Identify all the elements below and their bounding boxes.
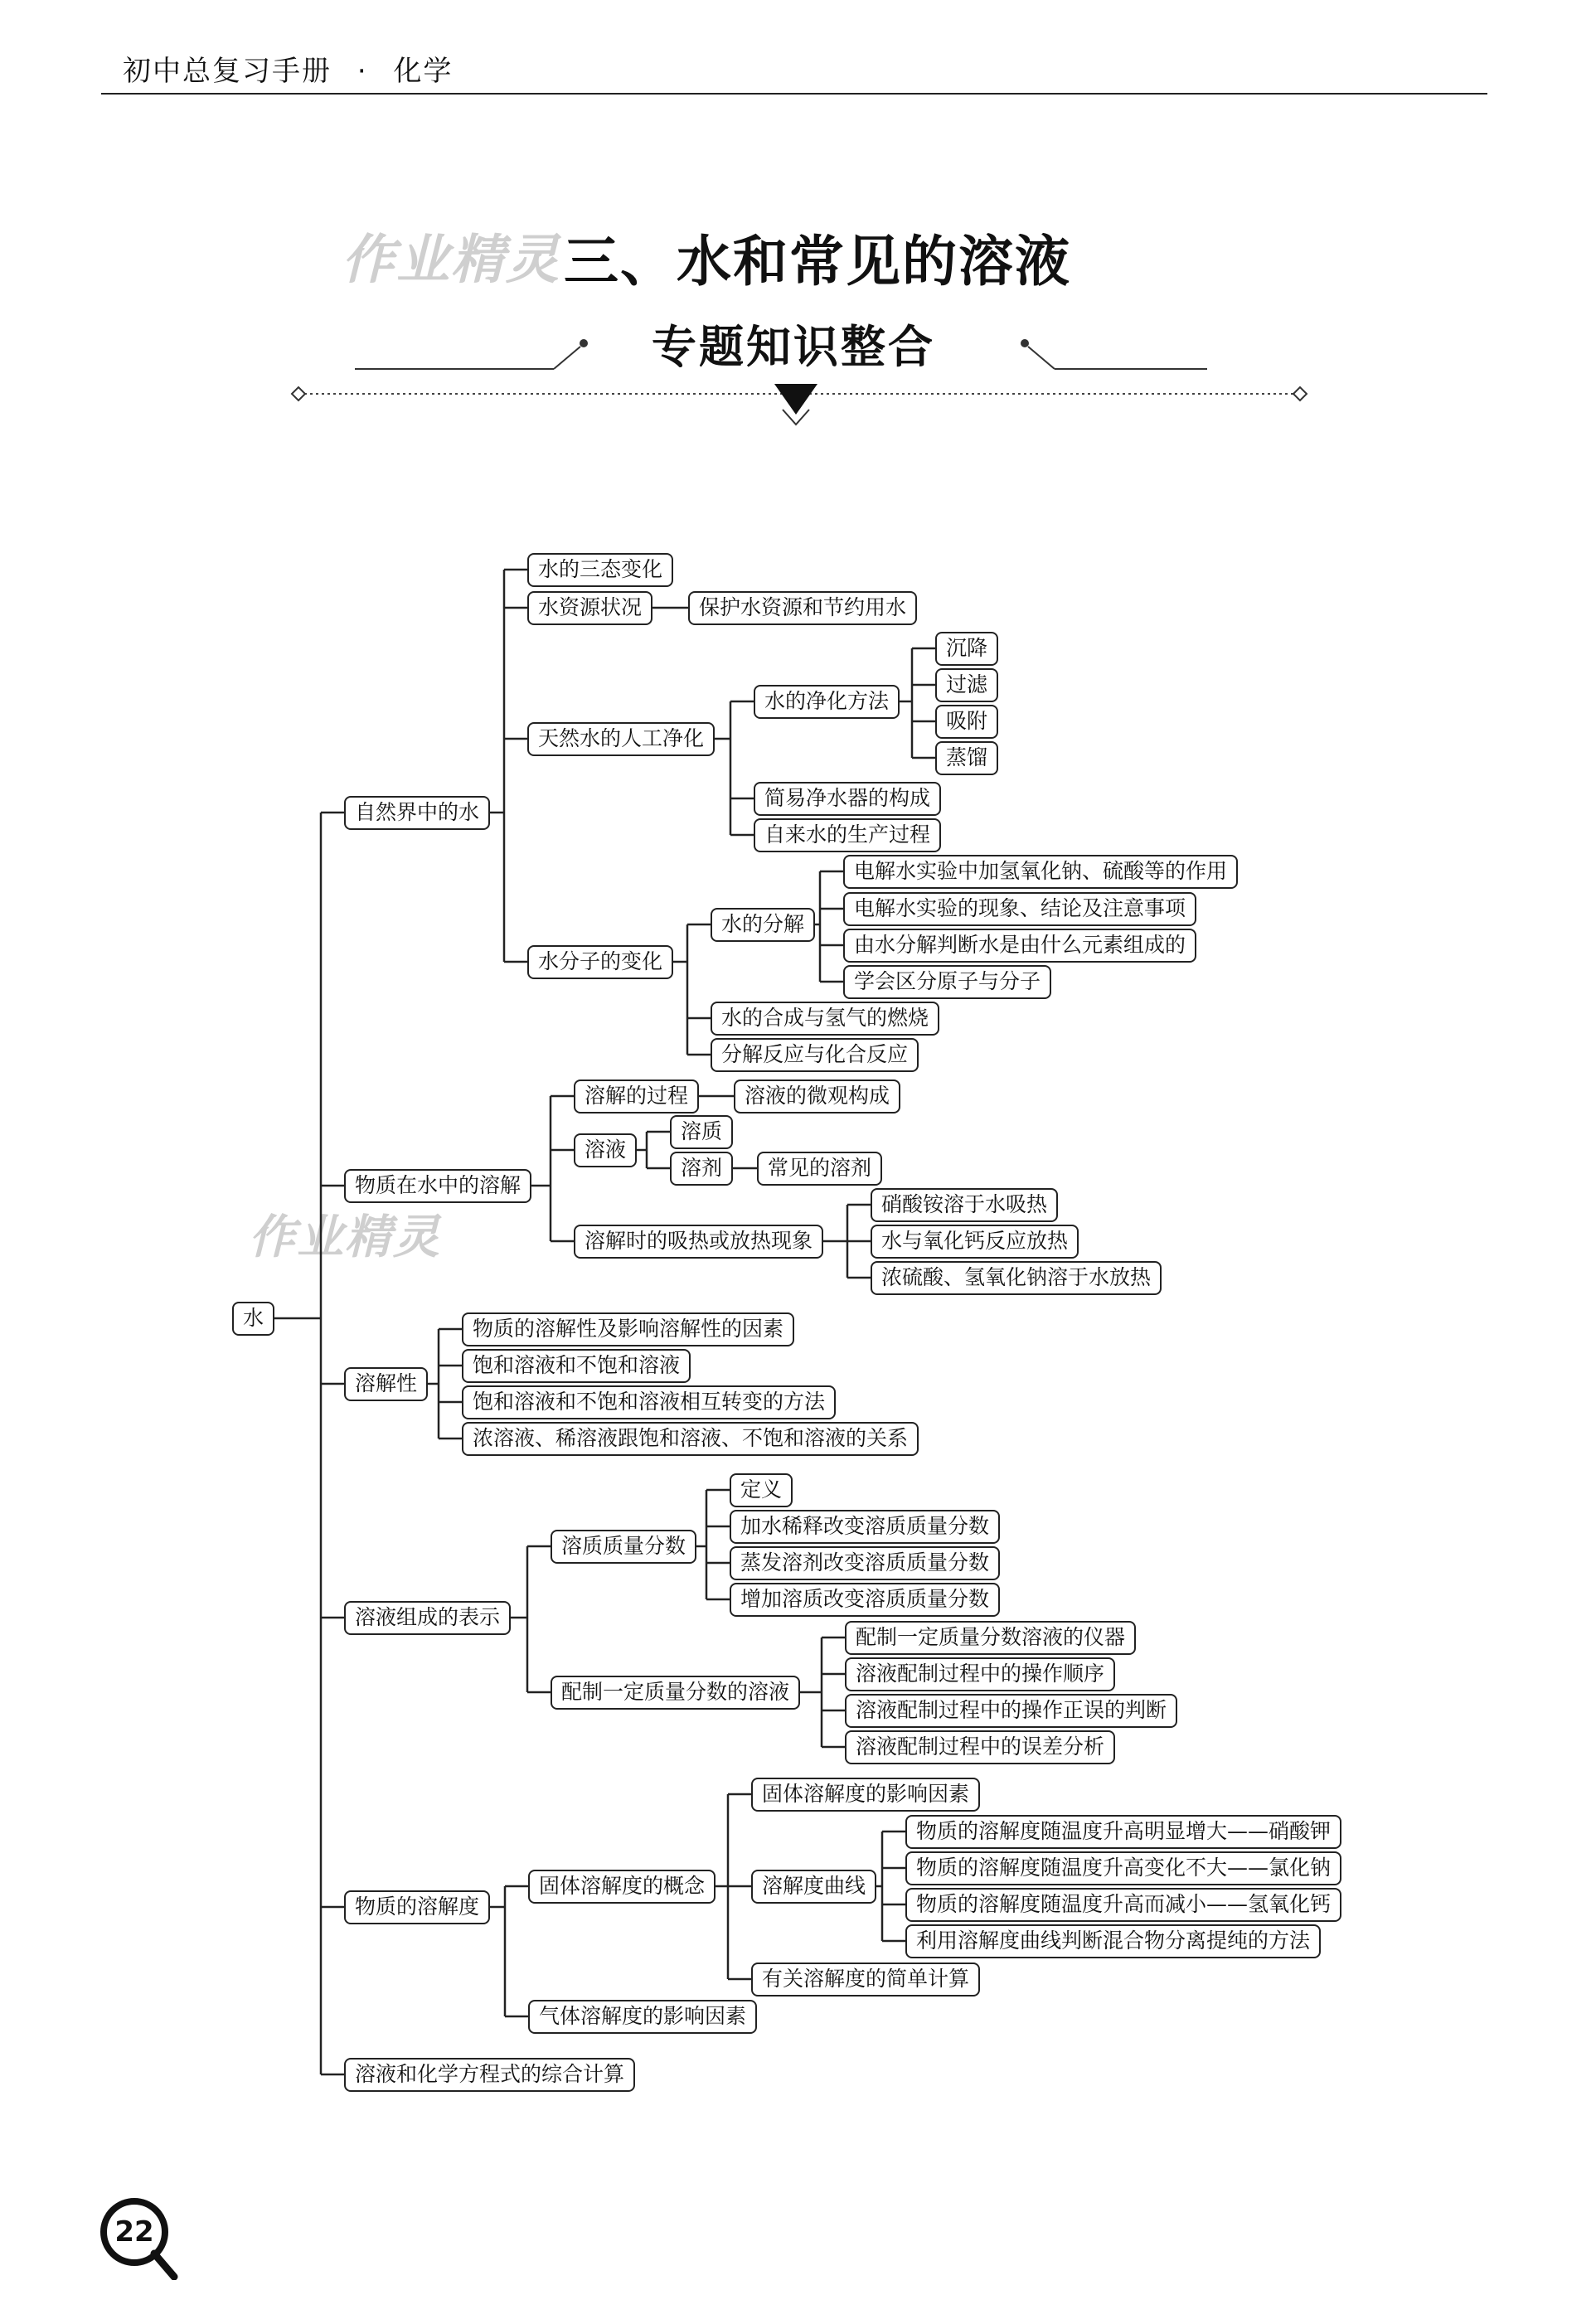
- tree-node: 过滤: [935, 668, 998, 702]
- section-subtitle: 专题知识整合: [652, 321, 935, 373]
- tree-node: 水的净化方法: [754, 685, 900, 719]
- tree-node: 溶液的微观构成: [734, 1080, 900, 1113]
- tree-node: 蒸发溶剂改变溶质质量分数: [730, 1546, 1000, 1580]
- tree-node: 吸附: [935, 705, 998, 739]
- tree-node: 溶质质量分数: [551, 1530, 696, 1564]
- tree-node: 溶解性: [344, 1367, 428, 1401]
- tree-node: 水资源状况: [527, 591, 652, 625]
- tree-node: 溶液和化学方程式的综合计算: [344, 2058, 635, 2092]
- tree-node: 溶解的过程: [574, 1080, 699, 1113]
- tree-node: 水的合成与氢气的燃烧: [711, 1002, 939, 1036]
- page-number-badge: [99, 2197, 182, 2280]
- tree-node: 由水分解判断水是由什么元素组成的: [843, 929, 1196, 963]
- tree-root-node: 水: [232, 1302, 274, 1336]
- tree-node: 配制一定质量分数溶液的仪器: [845, 1621, 1136, 1655]
- tree-node: 固体溶解度的概念: [528, 1870, 716, 1904]
- tree-node: 溶剂: [670, 1152, 733, 1186]
- tree-node: 溶解时的吸热或放热现象: [574, 1225, 823, 1259]
- watermark-top: 作业精灵: [342, 230, 560, 291]
- tree-node: 利用溶解度曲线判断混合物分离提纯的方法: [905, 1924, 1321, 1958]
- book-title: 初中总复习手册: [123, 55, 332, 88]
- tree-node: 物质的溶解度随温度升高明显增大——硝酸钾: [905, 1815, 1341, 1849]
- tree-node: 沉降: [935, 632, 998, 666]
- tree-node: 气体溶解度的影响因素: [528, 2000, 757, 2034]
- header-separator: ·: [357, 55, 368, 88]
- tree-node: 水与氧化钙反应放热: [871, 1225, 1079, 1259]
- tree-node: 增加溶质改变溶质质量分数: [730, 1583, 1000, 1617]
- watermark-middle: 作业精灵: [249, 1211, 441, 1264]
- tree-node: 固体溶解度的影响因素: [751, 1778, 980, 1812]
- subject-name: 化学: [393, 55, 454, 88]
- tree-node: 常见的溶剂: [757, 1152, 882, 1186]
- tree-node: 物质的溶解度随温度升高变化不大——氯化钠: [905, 1851, 1341, 1885]
- tree-node: 物质的溶解度随温度升高而减小——氢氧化钙: [905, 1888, 1341, 1922]
- tree-node: 电解水实验中加氢氧化钠、硫酸等的作用: [843, 855, 1238, 889]
- tree-node: 蒸馏: [935, 741, 998, 775]
- tree-node: 溶液组成的表示: [344, 1601, 511, 1635]
- tree-node: 天然水的人工净化: [527, 722, 715, 756]
- tree-node: 溶液配制过程中的操作正误的判断: [845, 1694, 1177, 1728]
- tree-node: 水分子的变化: [527, 945, 673, 979]
- tree-node: 水的三态变化: [527, 553, 673, 587]
- tree-node: 物质在水中的溶解: [344, 1169, 531, 1203]
- tree-node: 自然界中的水: [344, 796, 490, 830]
- tree-node: 加水稀释改变溶质质量分数: [730, 1510, 1000, 1544]
- tree-node: 物质的溶解度: [344, 1890, 490, 1924]
- tree-node: 浓溶液、稀溶液跟饱和溶液、不饱和溶液的关系: [462, 1422, 919, 1456]
- tree-node: 配制一定质量分数的溶液: [551, 1676, 800, 1710]
- tree-node: 分解反应与化合反应: [711, 1038, 919, 1072]
- tree-node: 饱和溶液和不饱和溶液相互转变的方法: [462, 1385, 836, 1419]
- page-number: 22: [114, 2215, 154, 2249]
- tree-node: 学会区分原子与分子: [843, 965, 1051, 999]
- tree-node: 溶质: [670, 1115, 733, 1149]
- tree-node: 饱和溶液和不饱和溶液: [462, 1349, 691, 1383]
- tree-node: 保护水资源和节约用水: [688, 591, 917, 625]
- section-title: 三、水和常见的溶液: [564, 230, 1071, 294]
- tree-node: 水的分解: [711, 908, 815, 942]
- tree-node: 自来水的生产过程: [754, 818, 941, 852]
- tree-node: 简易净水器的构成: [754, 782, 941, 816]
- tree-node: 有关溶解度的简单计算: [751, 1963, 980, 1997]
- tree-node: 物质的溶解性及影响溶解性的因素: [462, 1312, 794, 1346]
- tree-node: 溶解度曲线: [751, 1870, 876, 1904]
- tree-node: 浓硫酸、氢氧化钠溶于水放热: [871, 1261, 1162, 1295]
- tree-node: 电解水实验的现象、结论及注意事项: [843, 892, 1196, 926]
- tree-node: 定义: [730, 1473, 793, 1507]
- tree-node: 溶液: [574, 1133, 637, 1167]
- tree-node: 溶液配制过程中的误差分析: [845, 1730, 1115, 1764]
- tree-node: 硝酸铵溶于水吸热: [871, 1188, 1058, 1222]
- tree-node: 溶液配制过程中的操作顺序: [845, 1657, 1115, 1691]
